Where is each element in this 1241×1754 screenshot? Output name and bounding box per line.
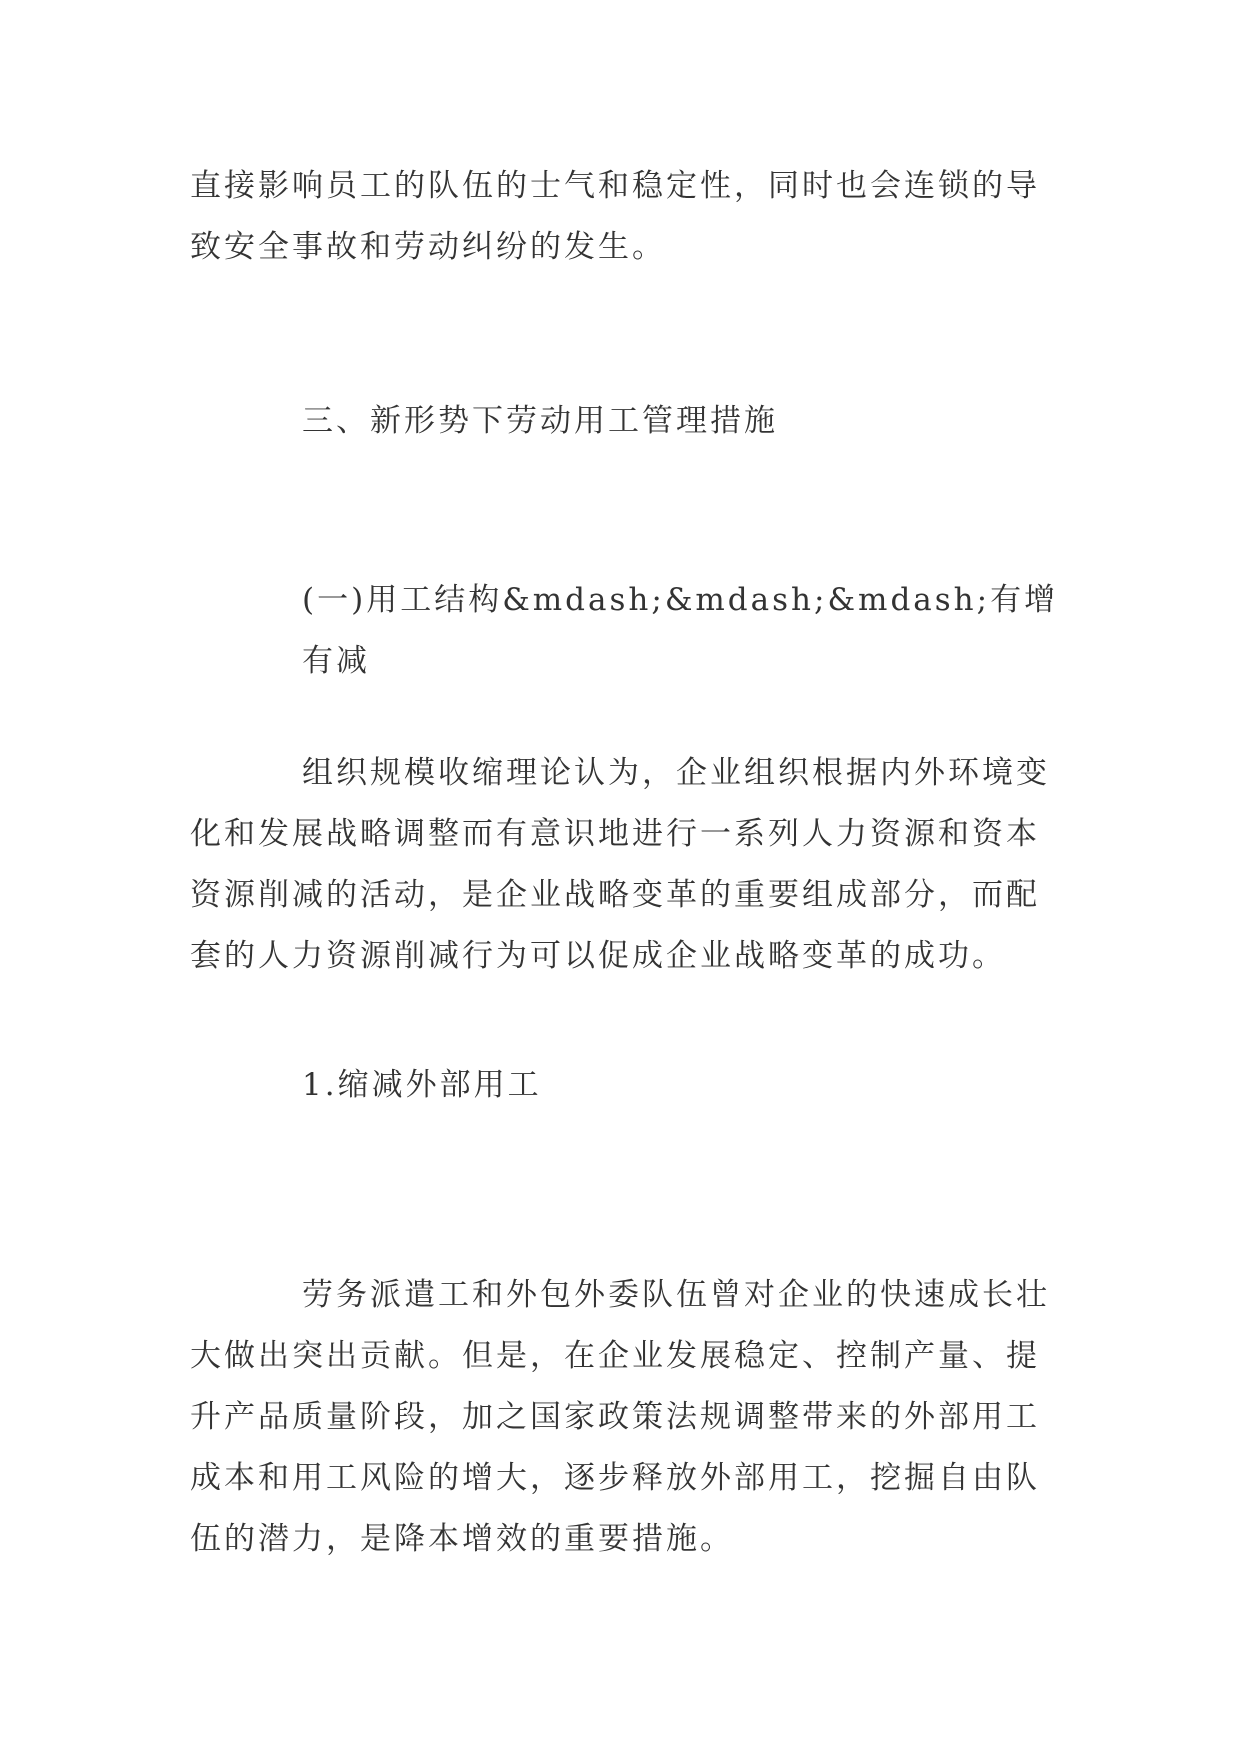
continued-paragraph: 直接影响员工的队伍的士气和稳定性，同时也会连锁的导致安全事故和劳动纠纷的发生。 <box>190 168 1040 265</box>
labor-paragraph: 劳务派遣工和外包外委队伍曾对企业的快速成长壮大做出突出贡献。但是，在企业发展稳定、控制产量、提升产品质量阶段，加之国家政策法规调整带来的外部用工成本和用工风险的增大，逐步释放外部用工，挖掘自由队伍的潜力，是降本增效的重要措施。 <box>190 1277 1050 1557</box>
item-heading: 1.缩减外部用工 <box>302 1067 542 1103</box>
section-heading: 三、新形势下劳动用工管理措施 <box>302 403 778 439</box>
theory-paragraph: 组织规模收缩理论认为，企业组织根据内外环境变化和发展战略调整而有意识地进行一系列人力资源和资本资源削减的活动，是企业战略变革的重要组成部分，而配套的人力资源削减行为可以促成企业战略变革的成功。 <box>190 755 1050 974</box>
subsection-heading: (一)用工结构&mdash;&mdash;&mdash;有增有减 <box>302 582 1059 679</box>
